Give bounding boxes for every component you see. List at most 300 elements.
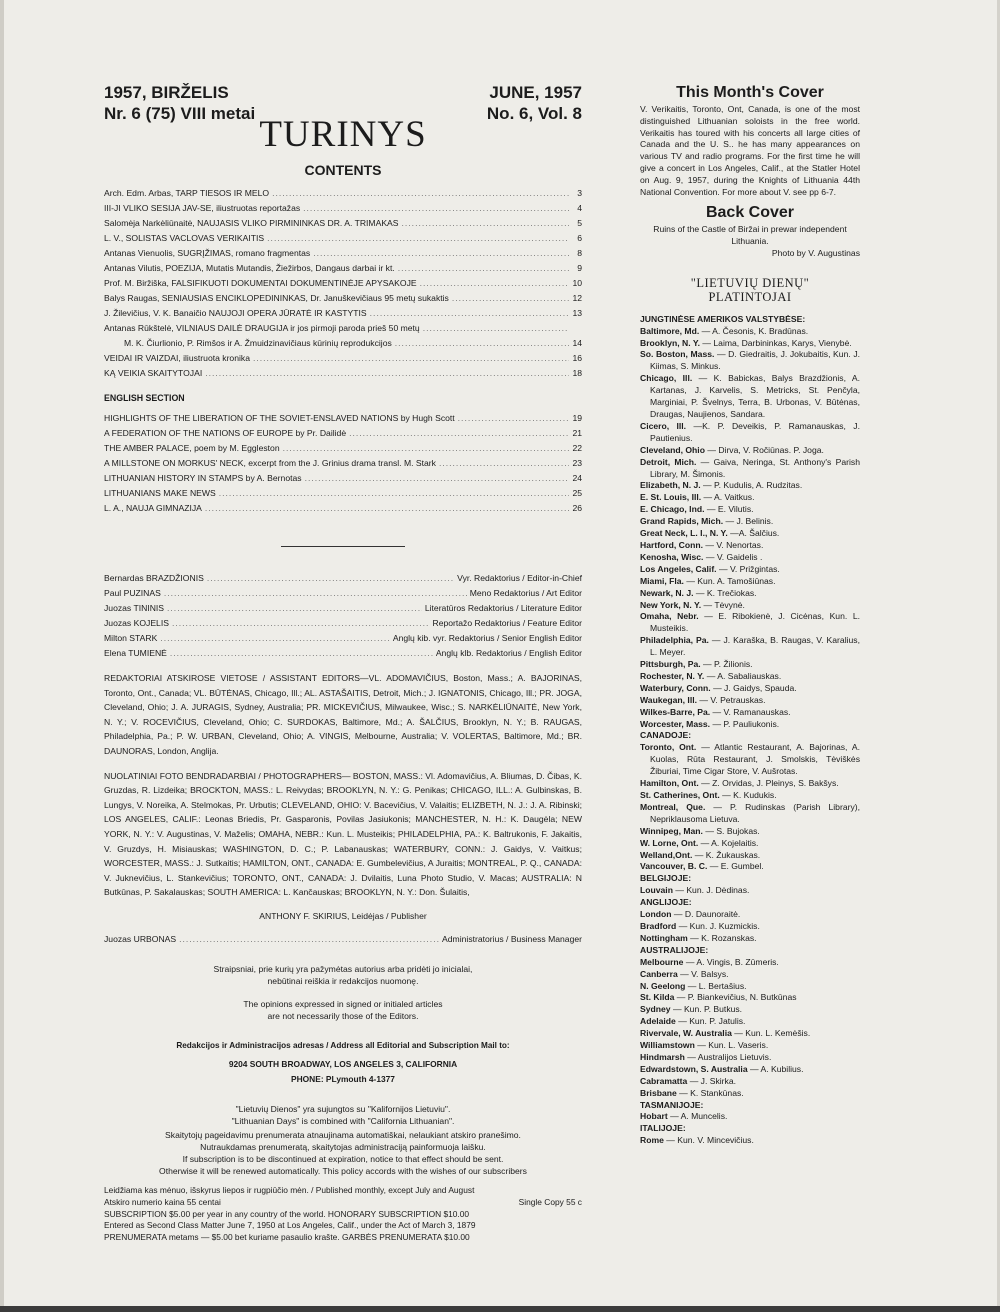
- toc-leader: [423, 321, 569, 336]
- distributor-city: Grand Rapids, Mich.: [640, 516, 724, 527]
- contents-column: [104, 82, 582, 1244]
- distributor-entry: [640, 992, 860, 1004]
- staff-name: Elena TUMIENĖ: [104, 648, 167, 658]
- distributor-names: — E. Vilutis.: [706, 504, 754, 515]
- toc-leader: [305, 471, 569, 486]
- distributor-names: — Laima, Darbininkas, Karys, Vienybė.: [702, 337, 852, 348]
- distributor-entry: [640, 421, 860, 445]
- distributor-names: — E. Ribokienė, J. Cicėnas, Kun. L. Musteikis.: [650, 611, 860, 634]
- toc-leader: [452, 291, 569, 306]
- distributor-names: — V. Balsys.: [680, 968, 729, 979]
- english-section-heading: ENGLISH SECTION: [104, 393, 185, 403]
- distributor-names: — Z. Orvidas, J. Pleinys, S. Bakšys.: [701, 778, 839, 789]
- distributor-entry: [640, 457, 860, 481]
- distributor-names: — A. Kubilius.: [750, 1063, 804, 1074]
- distributor-country: BELGIJOJE:: [640, 873, 692, 884]
- distributor-entry: [640, 778, 860, 790]
- toc-leader: [267, 231, 569, 246]
- page-subtitle: CONTENTS: [304, 162, 382, 178]
- staff-role: Vyr. Redaktorius / Editor-in-Chief: [457, 573, 582, 583]
- distributor-city: St. Kilda: [640, 992, 675, 1003]
- distributor-names: — A. Muncelis.: [670, 1111, 728, 1122]
- toc-page: 22: [572, 443, 582, 453]
- toc-page: 10: [572, 278, 582, 288]
- toc-row[interactable]: [104, 246, 582, 261]
- distributor-city: N. Geelong: [640, 980, 686, 991]
- toc-title: III-JI VLIKO SESIJA JAV-SE, iliustruotas reportažas: [104, 203, 301, 213]
- toc-leader: [205, 366, 569, 381]
- toc-row[interactable]: [104, 486, 582, 501]
- toc-row[interactable]: [104, 366, 582, 381]
- toc-row[interactable]: [104, 291, 582, 306]
- subscription-notice-line: Nutraukdamas prenumeratą, skaitytojas administraciją painformuoja laišku.: [200, 1141, 486, 1152]
- distributor-city: Adelaide: [640, 1016, 676, 1027]
- distributor-names: — K. Kudukis.: [722, 790, 777, 801]
- toc-page: 8: [577, 248, 582, 258]
- toc-leader: [458, 411, 569, 426]
- distributor-entry: [640, 600, 860, 612]
- distributor-names: — K. Trečiokas.: [695, 587, 757, 598]
- subscription-notice-line: If subscription is to be discontinued at expiration, notice to that effect should be sent.: [182, 1153, 504, 1164]
- photo-credit: Photo by V. Augustinas: [771, 247, 860, 258]
- distributor-entry: [640, 528, 860, 540]
- distributor-city: Miami, Fla.: [640, 575, 684, 586]
- distributor-names: — V. Ramanauskas.: [712, 706, 791, 717]
- distributor-entry: [640, 540, 860, 552]
- page-edge-left: [0, 0, 4, 1312]
- distributor-names: — Kun. P. Butkus.: [672, 1004, 743, 1015]
- distributor-names: — P. Žilionis.: [703, 659, 753, 670]
- distributor-entry: [640, 719, 860, 731]
- distributor-entry: [640, 1111, 860, 1123]
- distributor-names: — P. Rudinskas (Parish Library), Nepriklausoma Lietuva.: [650, 801, 861, 824]
- distributor-city: Rochester, N. Y.: [640, 670, 705, 681]
- distributor-names: — V. Prižgintas.: [718, 563, 780, 574]
- distributor-city: Cabramatta: [640, 1075, 688, 1086]
- fine-print-line: [104, 1197, 582, 1209]
- toc-page: 3: [577, 188, 582, 198]
- distributor-city: Newark, N. J.: [640, 587, 694, 598]
- toc-leader: [272, 186, 569, 201]
- distributor-city: Brooklyn, N. Y.: [640, 337, 701, 348]
- fine-print-left: Leidžiama kas mėnuo, išskyrus liepos ir rugpiūčio mėn. / Published monthly, except July and August: [104, 1184, 475, 1195]
- distributor-country: ITALIJOJE:: [640, 1123, 686, 1134]
- toc-title: VEIDAI IR VAIZDAI, iliustruota kronika: [104, 353, 250, 363]
- distributor-names: — D. Daunoraitė.: [673, 909, 741, 920]
- distributors-heading-line: PLATINTOJAI: [708, 289, 792, 304]
- distributor-city: Hobart: [640, 1111, 668, 1122]
- distributor-names: — E. Gumbel.: [709, 861, 764, 872]
- distributor-entry: [640, 588, 860, 600]
- toc-leader: [395, 336, 569, 351]
- publisher-line: ANTHONY F. SKIRIUS, Leidėjas / Publisher: [259, 910, 427, 921]
- address-heading: Redakcijos ir Administracijos adresas / Address all Editorial and Subscription Mail to:: [176, 1040, 510, 1050]
- toc-row[interactable]: [104, 231, 582, 246]
- toc-row[interactable]: [104, 411, 582, 426]
- toc-leader: [370, 306, 569, 321]
- staff-name: Paul PUZINAS: [104, 588, 161, 598]
- distributor-entry: [640, 1016, 860, 1028]
- distributor-names: — P. Pauliukonis.: [712, 718, 780, 729]
- distributor-names: — Kun. J. Dėdinas.: [675, 885, 750, 896]
- distributor-city: Elizabeth, N. J.: [640, 480, 701, 491]
- distributor-entry: [640, 861, 860, 873]
- section-divider: [281, 546, 405, 547]
- distributor-names: — Kun. A. Tamošiūnas.: [686, 575, 776, 586]
- distributor-names: — A. Kojelaitis.: [700, 837, 759, 848]
- distributor-city: Detroit, Mich.: [640, 456, 697, 467]
- distributor-names: — Kun. V. Mincevičius.: [666, 1135, 754, 1146]
- distributor-names: — K. Žukauskas.: [694, 849, 761, 860]
- toc-title: Antanas Vienuolis, SUGRĮŽIMAS, romano fragmentas: [104, 248, 311, 258]
- distributor-entry: [640, 445, 860, 457]
- distributor-names: — J. Karaška, B. Raugas, V. Karalius, L. Meyer.: [650, 635, 860, 658]
- toc-row[interactable]: [104, 426, 582, 441]
- distributor-entry: [640, 576, 860, 588]
- distributor-entry: [640, 909, 860, 921]
- staff-leader: [167, 601, 422, 616]
- toc-title: L. A., NAUJA GIMNAZIJA: [104, 503, 202, 513]
- distributor-entry: [640, 1076, 860, 1088]
- distributor-entry: [640, 349, 860, 373]
- issue-number-en: No. 6, Vol. 8: [486, 104, 582, 123]
- toc-english: [104, 411, 582, 516]
- distributor-country: CANADOJE:: [640, 730, 692, 741]
- distributor-city: Melbourne: [640, 956, 684, 967]
- toc-row[interactable]: [104, 276, 582, 291]
- staff-name: Bernardas BRAZDŽIONIS: [104, 573, 204, 583]
- distributor-entry: [640, 338, 860, 350]
- toc-leader: [349, 426, 569, 441]
- distributor-entry: [640, 659, 860, 671]
- staff-role: Anglų klb. Redaktorius / English Editor: [435, 648, 582, 658]
- toc-page: 19: [572, 413, 582, 423]
- distributor-entry: [640, 373, 860, 421]
- distributor-entry: [640, 695, 860, 707]
- distributor-names: —K. P. Deveikis, P. Ramanauskas, J. Pautienius.: [650, 420, 860, 443]
- staff-row: [104, 616, 582, 631]
- toc-row[interactable]: [104, 336, 582, 351]
- distributor-names: — P. Kudulis, A. Rudzitas.: [703, 480, 803, 491]
- distributor-entry: [640, 1052, 860, 1064]
- distributor-entry: [640, 1088, 860, 1100]
- toc-page: 26: [572, 503, 582, 513]
- staff-name: Juozas TININIS: [104, 603, 165, 613]
- toc-title: L. V., SOLISTAS VACLOVAS VERIKAITIS: [104, 233, 265, 243]
- toc-leader: [253, 351, 569, 366]
- distributor-city: Waterbury, Conn.: [640, 682, 711, 693]
- street-address: 9204 SOUTH BROADWAY, LOS ANGELES 3, CALIFORNIA: [228, 1058, 458, 1069]
- staff-role: Reportažo Redaktorius / Feature Editor: [432, 618, 582, 628]
- assistant-editors: REDAKTORIAI ATSKIROSE VIETOSE / ASSISTANT EDITORS—VL. ADOMAVIČIUS, Boston, Mass.; A. BAJORINAS, Toronto, Ont., Canada; VL. BŪTĖNAS, Chicago, Ill.; AL. ASTAŠAITIS, Detroit, Mich.; J. IGNATONIS, Chicago, Ill.; PR. JOGA, Cleveland, Ohio; J. A. JURAGIS, Sydney, Australia; PR. MICKEVIČIUS, Milwaukee, Wisc.; S. NARKĖLIŪNAITĖ, New York, N. Y.; V. ROCEVIČIUS, Cleveland, Ohio; C. SURDOKAS, Baltimore, Md.; A. ŠALČIUS, Brooklyn, N. Y.; B. RAUGAS, Philadelphia, Pa.; P. W. URBAN, Cleveland, Ohio; A. VINGIS, Melbourne, Australia; V. VOLERTAS, Baltimore, Md.; BR. DAUNORAS, London, Anglija.: [104, 673, 582, 756]
- admin-name: Juozas URBONAS: [104, 933, 177, 944]
- business-manager-row: [104, 932, 582, 947]
- distributor-city: Worcester, Mass.: [640, 718, 711, 729]
- distributor-names: — J. Skirka.: [689, 1075, 737, 1086]
- distributor-city: So. Boston, Mass.: [640, 349, 715, 360]
- distributor-entry: [640, 516, 860, 528]
- distributor-names: — Atlantic Restaurant, A. Bajorinas, A. Kuolas, Rūta Restaurant, J. Smolskis, Tėviškės Žiburiai, Time Cigar Store, V. Aušrotas.: [650, 742, 860, 777]
- staff-role: Anglų kib. vyr. Redaktorius / Senior English Editor: [392, 633, 582, 643]
- back-cover-description: [640, 224, 860, 259]
- fine-print-line: [104, 1209, 582, 1221]
- distributor-entry: [640, 850, 860, 862]
- distributor-city: Hindmarsh: [640, 1051, 685, 1062]
- distributor-names: — K. Stankūnas.: [679, 1087, 744, 1098]
- distributor-entry: [640, 921, 860, 933]
- toc-row[interactable]: [104, 216, 582, 231]
- sidebar-column: [640, 82, 860, 1147]
- distributor-city: Williamstown: [640, 1040, 695, 1051]
- toc-page: 24: [572, 473, 582, 483]
- issue-header-en: [487, 82, 582, 124]
- distributor-names: — S. Bujokas.: [705, 825, 760, 836]
- distributor-entry: [640, 1004, 860, 1016]
- back-cover-caption: Ruins of the Castle of Biržai in prewar independent Lithuania.: [653, 224, 847, 247]
- distributor-city: Chicago, Ill.: [640, 373, 693, 384]
- distributor-city: Toronto, Ont.: [640, 742, 697, 753]
- admin-leader: [179, 932, 439, 947]
- distributor-entry: [640, 790, 860, 802]
- distributor-names: — D. Giedraitis, J. Jokubaitis, Kun. J. Kiimas, S. Minkus.: [650, 349, 861, 372]
- toc-row[interactable]: [104, 501, 582, 516]
- distributor-city: Wilkes-Barre, Pa.: [640, 706, 711, 717]
- admin-role: Administratorius / Business Manager: [442, 933, 582, 944]
- distributor-city: Pittsburgh, Pa.: [640, 659, 701, 670]
- distributor-city: Brisbane: [640, 1087, 677, 1098]
- issue-date-en: JUNE, 1957: [489, 83, 582, 102]
- distributors-list: [640, 314, 860, 1147]
- staff-name: Juozas KOJELIS: [104, 618, 169, 628]
- distributor-names: — V. Nenortas.: [705, 539, 764, 550]
- fine-print-left: PRENUMERATA metams — $5.00 bet kuriame pasaulio krašte. GARBĖS PRENUMERATA $10.00: [104, 1232, 470, 1243]
- distributor-city: Sydney: [640, 1004, 671, 1015]
- toc-row[interactable]: [104, 351, 582, 366]
- distributor-names: — K. Rozanskas.: [690, 932, 757, 943]
- toc-row[interactable]: [104, 186, 582, 201]
- toc-page: 21: [572, 428, 582, 438]
- fine-print-line: [104, 1232, 582, 1244]
- toc-leader: [219, 486, 569, 501]
- distributor-entry: [640, 802, 860, 826]
- distributor-city: Welland,Ont.: [640, 849, 693, 860]
- cover-heading: This Month's Cover: [676, 84, 824, 101]
- distributor-city: St. Catherines, Ont.: [640, 790, 720, 801]
- distributor-entry: [640, 1040, 860, 1052]
- distributor-city: Canberra: [640, 968, 678, 979]
- distributor-city: Waukegan, Ill.: [640, 694, 697, 705]
- distributor-city: Montreal, Que.: [640, 801, 706, 812]
- distributor-entry: [640, 492, 860, 504]
- disclaimer-en-line: The opinions expressed in signed or initialed articles: [243, 998, 443, 1009]
- distributor-city: Bradford: [640, 920, 677, 931]
- fine-print-left: Entered as Second Class Matter June 7, 1950 at Los Angeles, Calif., under the Act of March 3, 1879: [104, 1220, 476, 1231]
- staff-leader: [172, 616, 430, 631]
- toc-title: A MILLSTONE ON MORKUS' NECK, excerpt from the J. Grinius drama transl. M. Stark: [104, 458, 436, 468]
- distributor-entry: [640, 957, 860, 969]
- distributor-country: ANGLIJOJE:: [640, 897, 692, 908]
- fine-print-left: SUBSCRIPTION $5.00 per year in any country of the world. HONORARY SUBSCRIPTION $10.00: [104, 1208, 470, 1219]
- distributor-city: Philadelphia, Pa.: [640, 635, 709, 646]
- toc-page: 25: [572, 488, 582, 498]
- distributor-entry: [640, 742, 860, 778]
- distributor-entry: [640, 552, 860, 564]
- distributor-names: — Tėvynė.: [703, 599, 745, 610]
- distributor-names: — Kun. L. Kemėšis.: [734, 1028, 811, 1039]
- distributor-city: Hamilton, Ont.: [640, 778, 699, 789]
- distributors-heading-line: "LIETUVIŲ DIENŲ": [690, 275, 810, 290]
- toc-page: 4: [577, 203, 582, 213]
- toc-page: [572, 321, 582, 336]
- editorial-staff: [104, 571, 582, 661]
- distributor-entry: [640, 933, 860, 945]
- toc-title: Salomėja Narkėliūnaitė, NAUJASIS VLIKO PIRMININKAS DR. A. TRIMAKAS: [104, 218, 399, 228]
- toc-row[interactable]: [104, 471, 582, 486]
- issue-header: [104, 82, 582, 126]
- toc-page: 12: [572, 293, 582, 303]
- distributor-entry: [640, 707, 860, 719]
- distributor-names: — Kun. L. Vaseris.: [697, 1040, 769, 1051]
- distributor-entry: [640, 564, 860, 576]
- toc-leader: [283, 441, 569, 456]
- distributor-city: Omaha, Nebr.: [640, 611, 699, 622]
- toc-leader: [398, 261, 569, 276]
- toc-page: 14: [572, 338, 582, 348]
- distributor-entry: [640, 885, 860, 897]
- toc-page: 6: [577, 233, 582, 243]
- distributor-city: Hartford, Conn.: [640, 539, 704, 550]
- disclaimer-lt-line: Straipsniai, prie kurių yra pažymėtas autorius arba pridėti jo inicialai,: [213, 963, 473, 974]
- toc-title: Balys Raugas, SENIAUSIAS ENCIKLOPEDININKAS, Dr. Januškevičiaus 95 metų sukaktis: [104, 293, 449, 303]
- staff-name: Milton STARK: [104, 633, 158, 643]
- phone-number: PHONE: PLymouth 4-1377: [291, 1073, 395, 1084]
- disclaimer-en: [104, 998, 582, 1023]
- toc-leader: [303, 201, 569, 216]
- distributor-city: Baltimore, Md.: [640, 325, 700, 336]
- distributor-city: E. St. Louis, Ill.: [640, 492, 702, 503]
- distributor-names: — V. Petrauskas.: [699, 694, 766, 705]
- distributor-entry: [640, 504, 860, 516]
- toc-row[interactable]: [104, 321, 582, 336]
- combined-notice: [104, 1103, 582, 1127]
- distributor-country: JUNGTINĖSE AMERIKOS VALSTYBĖSE:: [640, 313, 806, 324]
- staff-leader: [164, 586, 467, 601]
- toc-title: Antanas Vilutis, POEZIJA, Mutatis Mutandis, Žiežirbos, Dangaus darbai ir kt.: [104, 263, 395, 273]
- distributors-heading: [640, 276, 860, 304]
- distributor-country: AUSTRALIJOJE:: [640, 944, 709, 955]
- distributor-city: Great Neck, L. I., N. Y.: [640, 528, 728, 539]
- toc-leader: [402, 216, 569, 231]
- issue-header-lt: [104, 82, 255, 124]
- toc-row[interactable]: [104, 261, 582, 276]
- cover-description: V. Verikaitis, Toronto, Ont, Canada, is one of the most distinguished Lithuanian soloists in the free world. Verikaitis has toured with his concerts all large cities of Canada and the U. S.. he has many appearances on various TV and radio programs. For the first time he will give a concert in Los Angeles, Calif., at the Statler Hotel on Aug. 9, 1957, during the Knights of Lithuania 44th National Convention. For more about V. see pp 6-7.: [640, 104, 860, 197]
- mailing-address: [104, 1057, 582, 1087]
- page-bottom-edge: [0, 1306, 1000, 1312]
- distributor-names: — Kun. J. Kuzmickis.: [678, 920, 760, 931]
- subscription-notice-line: Otherwise it will be renewed automatically. This policy accords with the wishes of our subscribers: [159, 1165, 527, 1176]
- distributor-city: W. Lorne, Ont.: [640, 837, 699, 848]
- distributor-names: — A. Vaitkus.: [703, 492, 755, 503]
- issue-number-lt: Nr. 6 (75) VIII metai: [104, 104, 256, 123]
- staff-leader: [207, 571, 454, 586]
- toc-row[interactable]: [104, 456, 582, 471]
- page-title: TURINYS: [259, 114, 427, 155]
- distributor-city: Cleveland, Ohio: [640, 444, 705, 455]
- distributor-names: —A. Šalčius.: [730, 528, 780, 539]
- publication-fine-print: [104, 1185, 582, 1244]
- staff-role: Meno Redaktorius / Art Editor: [469, 588, 582, 598]
- toc-title: J. Žilevičius, V. K. Banaičio NAUJOJI OPERA JŪRATĖ IR KASTYTIS: [104, 308, 367, 318]
- staff-row: [104, 571, 582, 586]
- distributor-entry: [640, 326, 860, 338]
- toc-page: 16: [572, 353, 582, 363]
- distributor-entry: [640, 1064, 860, 1076]
- fine-print-line: [104, 1185, 582, 1197]
- distributor-names: — A. Česonis, K. Bradūnas.: [701, 325, 809, 336]
- toc-row[interactable]: [104, 201, 582, 216]
- distributor-entry: [640, 969, 860, 981]
- toc-leader: [313, 246, 569, 261]
- distributor-country: TASMANIJOJE:: [640, 1099, 704, 1110]
- disclaimer-en-line: are not necessarily those of the Editors.: [267, 1011, 419, 1022]
- distributor-entry: [640, 635, 860, 659]
- staff-row: [104, 646, 582, 661]
- distributor-city: London: [640, 909, 672, 920]
- toc-title: M. K. Čiurlionio, P. Rimšos ir A. Žmuidzinavičiaus kūrinių reprodukcijos: [124, 338, 392, 348]
- toc-leader: [205, 501, 569, 516]
- fine-print-line: [104, 1220, 582, 1232]
- issue-date-lt: 1957, BIRŽELIS: [104, 83, 229, 102]
- distributor-entry: [640, 838, 860, 850]
- staff-leader: [170, 646, 433, 661]
- toc-title: Prof. M. Biržiška, FALSIFIKUOTI DOKUMENTAI DOKUMENTINĖJE APYSAKOJE: [104, 278, 417, 288]
- distributor-city: Rome: [640, 1135, 664, 1146]
- distributor-names: — K. Babickas, Balys Brazdžionis, A. Kartanas, J. Karvelis, S. Metricks, St. Penčyla, Marginiai, P. Švelnys, Terra, B. Urbonas, V. Būtėnas, Draugas, Naujienos, Sandara.: [650, 373, 860, 420]
- toc-row[interactable]: [104, 306, 582, 321]
- distributor-names: — Australijos Lietuvis.: [687, 1051, 772, 1062]
- distributor-city: Winnipeg, Man.: [640, 825, 703, 836]
- toc-row[interactable]: [104, 441, 582, 456]
- toc-lithuanian: [104, 186, 582, 381]
- staff-row: [104, 586, 582, 601]
- toc-title: LITHUANIANS MAKE NEWS: [104, 488, 216, 498]
- distributor-city: Vancouver, B. C.: [640, 861, 708, 872]
- toc-title: LITHUANIAN HISTORY IN STAMPS by A. Bernotas: [104, 473, 302, 483]
- distributor-city: Nottingham: [640, 932, 688, 943]
- toc-page: 23: [572, 458, 582, 468]
- combined-notice-line: "Lithuanian Days" is combined with "California Lithuanian".: [231, 1115, 455, 1126]
- toc-leader: [420, 276, 569, 291]
- distributor-city: Los Angeles, Calif.: [640, 563, 717, 574]
- toc-title: KĄ VEIKIA SKAITYTOJAI: [104, 368, 203, 378]
- toc-title: HIGHLIGHTS OF THE LIBERATION OF THE SOVIET-ENSLAVED NATIONS by Hugh Scott: [104, 413, 455, 423]
- staff-row: [104, 601, 582, 616]
- subscription-notice: [104, 1129, 582, 1177]
- distributor-names: — L. Bertašius.: [687, 980, 747, 991]
- distributor-names: — Gaiva, Neringa, St. Anthony's Parish Library, M. Šimonis.: [650, 456, 860, 479]
- disclaimer-lt: [104, 963, 582, 988]
- distributor-entry: [640, 683, 860, 695]
- distributor-entry: [640, 480, 860, 492]
- distributor-city: Louvain: [640, 885, 673, 896]
- distributor-city: Rivervale, W. Australia: [640, 1028, 732, 1039]
- photographers: NUOLATINIAI FOTO BENDRADARBIAI / PHOTOGRAPHERS— BOSTON, MASS.: Vl. Adomavičius, A. Bliumas, D. Čibas, K. Gruzdas, R. Lizdeika; BROCKTON, MASS.: L. Reivydas; BROOKLYN, N. Y.: G. Penikas; CHICAGO, ILL.: A. Gulbinskas, B. Lungys, V. Noreika, A. Stelmokas, Pr. Urbutis; CLEVELAND, OHIO: V. Bacevičius, V. Valaitis; ELIZBETH, N. J.: J. A. Ribinski; LOS ANGELES, CALIF.: Leonas Briedis, Pr. Gasparonis, Povilas Jasiukonis; MANCHESTER, N. H.: K. Daugėla; NEW YORK, N. Y.: V. Augustinas, V. Maželis; OMAHA, NEBR.: Kun. L. Musteikis; PHILADELPHIA, PA.: K. Baltrukonis, F. Jakaitis, V. Gruzdys, H. Misiauskas; WASHINGTON, D. C.; P. Labanauskas; WATERBURY, CONN.: J. Gaidys, V. Vaitkus; WORCESTER, MASS.: J. Sutkaitis; HAMILTON, ONT., CANADA: E. Gumbelevičius, A Juraitis; MONTREAL, P. Q., CANADA: V. Juknevičius, L. Stankevičius; TORONTO, ONT., CANADA: J. Dvilaitis, Luna Photo Studio, V. Macas; AUSTRALIA: N Butkūnas, P. Sakalauskas; SOUTH AMERICA: L. Kančauskas; BROOKLYN, N. Y.: Don. Šulaitis,: [104, 770, 582, 898]
- distributor-city: Cicero, Ill.: [640, 420, 687, 431]
- toc-page: 13: [572, 308, 582, 318]
- distributor-names: — J. Gaidys, Spauda.: [713, 682, 797, 693]
- distributor-entry: [640, 826, 860, 838]
- toc-page: 18: [572, 368, 582, 378]
